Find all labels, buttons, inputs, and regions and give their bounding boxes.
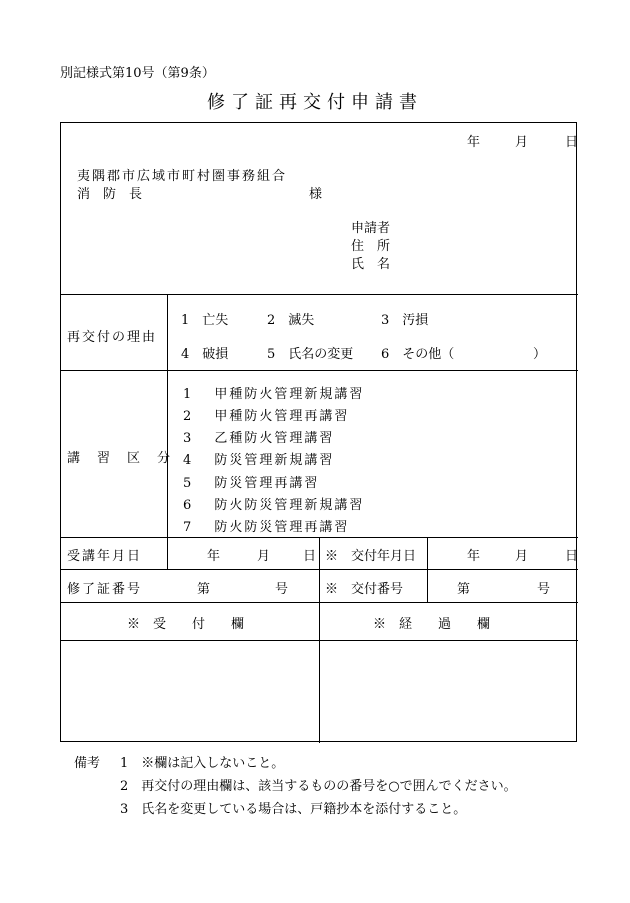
attendance-date-label: 受講年月日 [67, 549, 143, 564]
reason-option: 1 亡失 [181, 313, 229, 328]
attendance-month: 月 [257, 549, 271, 564]
reception-column-label: ※ 受 付 欄 [127, 617, 245, 632]
course-item: 3 乙種防火管理講習 [183, 431, 335, 446]
column-divider [167, 294, 168, 569]
row-divider [61, 370, 578, 371]
course-label: 講 習 区 分 [67, 451, 173, 466]
course-item: 7 防火防災管理再講習 [183, 520, 350, 535]
note-item: 3 氏名を変更している場合は、戸籍抄本を添付すること。 [120, 802, 467, 817]
reason-option: 3 汚損 [381, 313, 429, 328]
issue-dai: 第 [457, 582, 471, 597]
date-month: 月 [515, 135, 529, 150]
name-label: 氏 名 [351, 257, 391, 272]
reason-option: 4 破損 [181, 347, 229, 362]
date-day: 日 [565, 135, 579, 150]
row-divider [61, 294, 578, 295]
certificate-dai: 第 [197, 582, 211, 597]
application-table [60, 122, 577, 742]
date-year: 年 [467, 135, 481, 150]
reason-option: 2 滅失 [267, 313, 315, 328]
column-divider [427, 537, 428, 602]
addressee-line2: 消 防 長 [77, 187, 143, 202]
attendance-day: 日 [303, 549, 317, 564]
honorific: 様 [309, 187, 323, 202]
issue-day: 日 [565, 549, 579, 564]
course-item: 1 甲種防火管理新規講習 [183, 387, 365, 402]
issue-number-label: ※ 交付番号 [325, 582, 404, 597]
address-label: 住 所 [351, 239, 391, 254]
course-item: 5 防災管理再講習 [183, 476, 320, 491]
note-item: 1 ※欄は記入しないこと。 [120, 756, 285, 771]
certificate-number-label: 修了証番号 [67, 582, 143, 597]
issue-year: 年 [467, 549, 481, 564]
applicant-label: 申請者 [351, 221, 391, 236]
addressee-line1: 夷隅郡市広域市町村圏事務組合 [77, 169, 288, 184]
course-item: 6 防火防災管理新規講習 [183, 498, 365, 513]
notes-heading: 備考 [74, 756, 101, 771]
reason-option: 6 その他（ [381, 347, 455, 362]
course-item: 2 甲種防火管理再講習 [183, 409, 350, 424]
reason-option: ） [533, 347, 547, 362]
progress-column-label: ※ 経 過 欄 [373, 617, 491, 632]
note-item: 2 再交付の理由欄は、該当するものの番号を○で囲んでください。 [120, 779, 517, 794]
form-number: 別記様式第10号（第9条） [60, 66, 215, 81]
reason-option: 5 氏名の変更 [267, 347, 354, 362]
issue-date-label: ※ 交付年月日 [325, 549, 417, 564]
reason-label: 再交付の理由 [67, 330, 158, 345]
issue-go: 号 [537, 582, 551, 597]
column-divider [319, 537, 320, 743]
attendance-year: 年 [207, 549, 221, 564]
page-title: 修了証再交付申請書 [207, 92, 423, 113]
issue-month: 月 [515, 549, 529, 564]
course-item: 4 防災管理新規講習 [183, 453, 335, 468]
certificate-go: 号 [275, 582, 289, 597]
